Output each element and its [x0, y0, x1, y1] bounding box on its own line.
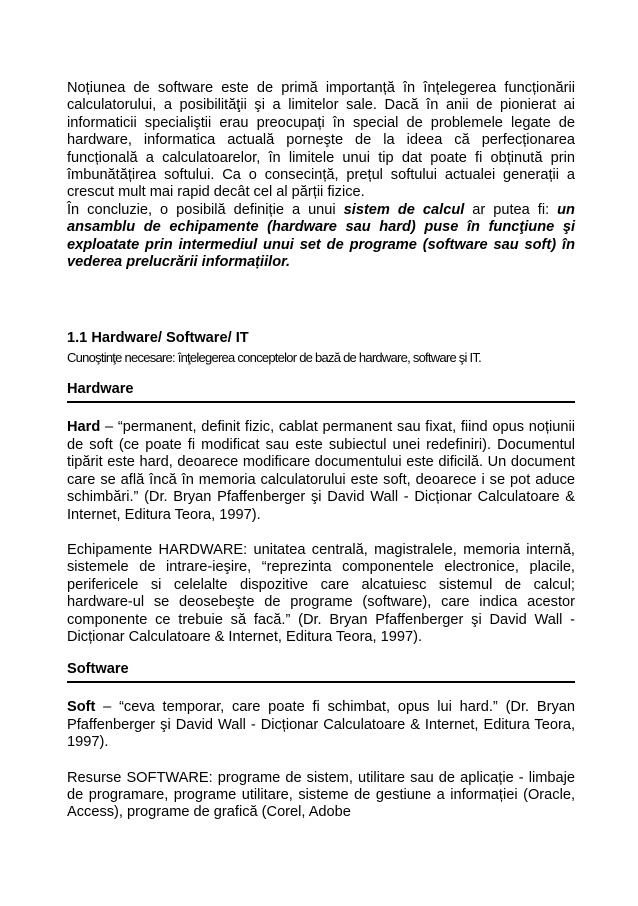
hardware-equipment-paragraph: Echipamente HARDWARE: unitatea centrală, magistralele, memoria internă, sistemele de intrare-ieşire, “reprezinta componentele electronice, placile, perifericele si celelalte dispozitive care alcatuiesc sistemul de calcul; hardware-ul se deosebeşte de programe (software), care indica acestor componente ce trebuie să facă.” (Dr. Bryan Pfaffenberger şi David Wall - Dicționar Calculatoare & Internet, Editura Teora, 1997). [67, 541, 575, 645]
soft-term: Soft [67, 699, 96, 716]
prerequisites: Cunoştinţe necesare: înţelegerea conceptelor de bază de hardware, software şi IT. [67, 350, 482, 366]
term-sistem-de-calcul: sistem de calcul [343, 201, 465, 218]
hardware-heading: Hardware [67, 380, 575, 403]
hard-term: Hard [67, 419, 101, 436]
soft-definition [67, 699, 575, 751]
hard-definition-text: – “permanent, definit fizic, cablat permanent sau fixat, fiind opus noțiunii de soft (ce poate fi modificat sau este subiectul unei redefiniri). Documentul tipărit este hard, deoarece modificare documentului este dificilă. Un document care se află încă în memoria calculatorului este soft, deoarece i se pot aduce schimbări.” (Dr. Bryan Pfaffenberger şi David Wall - Dicționar Calculatoare & Internet, Editura Teora, 1997). [67, 419, 575, 523]
definition-paragraph [67, 202, 575, 272]
definition-connector: ar putea fi: [464, 201, 558, 218]
software-heading: Software [67, 660, 575, 683]
definition-text: un ansamblu de echipamente (hardware sau hard) puse în funcţiune şi exploatate prin intermediul unui set de programe (software sau soft) în vederea prelucrării informațiilor. [67, 201, 575, 271]
soft-definition-text: – “ceva temporar, care poate fi schimbat, opus lui hard.” (Dr. Bryan Pfaffenberger şi David Wall - Dicționar Calculatoare & Internet, Editura Teora, 1997). [67, 699, 575, 751]
hard-definition [67, 419, 575, 523]
intro-paragraph: Noțiunea de software este de primă importanță în înțelegerea funcționării calculatorului, a posibilităţii şi a limitelor sale. Dacă în anii de pionierat ai informaticii specialiştii erau preocupați în special de problemele legate de hardware, informatica actuală porneşte de la ideea că perfecționarea funcțională a calculatoarelor, în limitele unui tip dat poate fi obținută prin îmbunătățirea softului. Ca o consecință, prețul softului actualei generații a crescut mult mai rapid decât cel al părții fizice. [67, 80, 575, 201]
definition-lead: În concluzie, o posibilă definiție a unui [67, 201, 344, 218]
software-resources-paragraph: Resurse SOFTWARE: programe de sistem, utilitare sau de aplicație - limbaje de programare, programe utilitare, sisteme de gestiune a informației (Oracle, Access), programe de grafică (Corel, Adobe [67, 769, 575, 821]
section-title: 1.1 Hardware/ Software/ IT [67, 330, 249, 347]
document-page [67, 80, 575, 822]
